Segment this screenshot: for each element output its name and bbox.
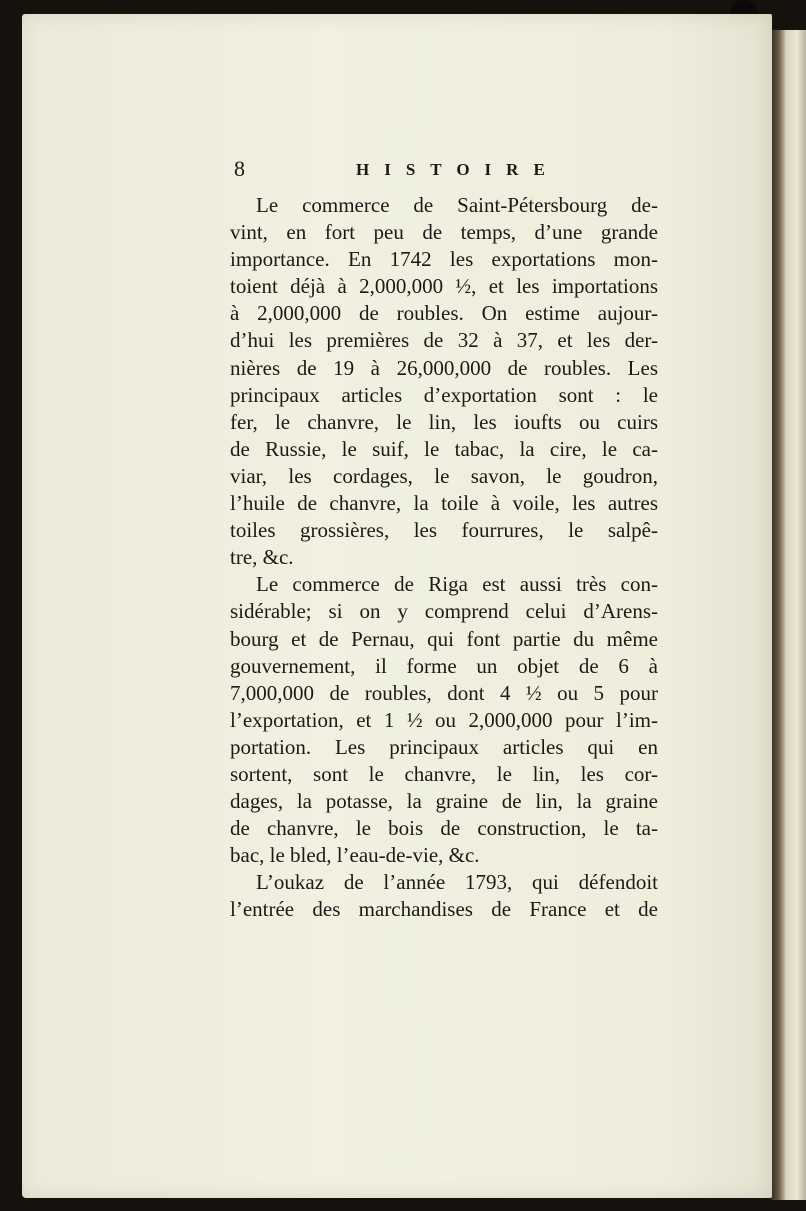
text-line: Le commerce de Saint-Pétersbourg de-: [256, 193, 658, 217]
text-line: toiles grossières, les fourrures, le salpê-: [230, 518, 658, 543]
page-number: 8: [234, 156, 245, 181]
text-line: fer, le chanvre, le lin, les ioufts ou cuirs: [230, 409, 658, 434]
text-line: Le commerce de Riga est aussi très con-: [256, 572, 658, 597]
text-line: dages, la potasse, la graine de lin, la graine: [230, 789, 658, 814]
text-line: importance. En 1742 les exportations mon-: [230, 247, 658, 272]
text-line: l’huile de chanvre, la toile à voile, les autres: [230, 491, 658, 516]
text-line: d’hui les premières de 32 à 37, et les der-: [230, 328, 658, 353]
text-line: L’oukaz de l’année 1793, qui défendoit: [256, 870, 658, 895]
text-line: vint, en fort peu de temps, d’une grande: [230, 220, 658, 245]
running-title: HISTOIRE: [356, 160, 560, 179]
text-line: de chanvre, le bois de construction, le ta-: [230, 816, 658, 841]
text-line: nières de 19 à 26,000,000 de roubles. Les: [230, 355, 658, 380]
text-line: toient déjà à 2,000,000 ½, et les importations: [230, 274, 658, 299]
text-line: bourg et de Pernau, qui font partie du même: [230, 626, 658, 651]
text-line: 7,000,000 de roubles, dont 4 ½ ou 5 pour: [230, 680, 658, 705]
text-line: gouvernement, il forme un objet de 6 à: [230, 653, 658, 678]
text-line: l’exportation, et 1 ½ ou 2,000,000 pour l’im-: [230, 707, 658, 732]
body-text: [230, 192, 658, 924]
text-line: l’entrée des marchandises de France et de: [230, 897, 658, 922]
running-head: [234, 156, 654, 186]
text-line: viar, les cordages, le savon, le goudron,: [230, 463, 658, 488]
adjacent-page-edge: [770, 30, 806, 1200]
text-line: sidérable; si on y comprend celui d’Arens-: [230, 599, 658, 624]
text-line: de Russie, le suif, le tabac, la cire, le ca-: [230, 436, 658, 461]
text-line: bac, le bled, l’eau-de-vie, &c.: [230, 843, 480, 868]
text-line: à 2,000,000 de roubles. On estime aujour-: [230, 301, 658, 326]
text-line: tre, &c.: [230, 545, 294, 570]
text-line: sortent, sont le chanvre, le lin, les cor-: [230, 761, 658, 786]
text-line: principaux articles d’exportation sont : le: [230, 382, 658, 407]
text-line: portation. Les principaux articles qui en: [230, 734, 658, 759]
